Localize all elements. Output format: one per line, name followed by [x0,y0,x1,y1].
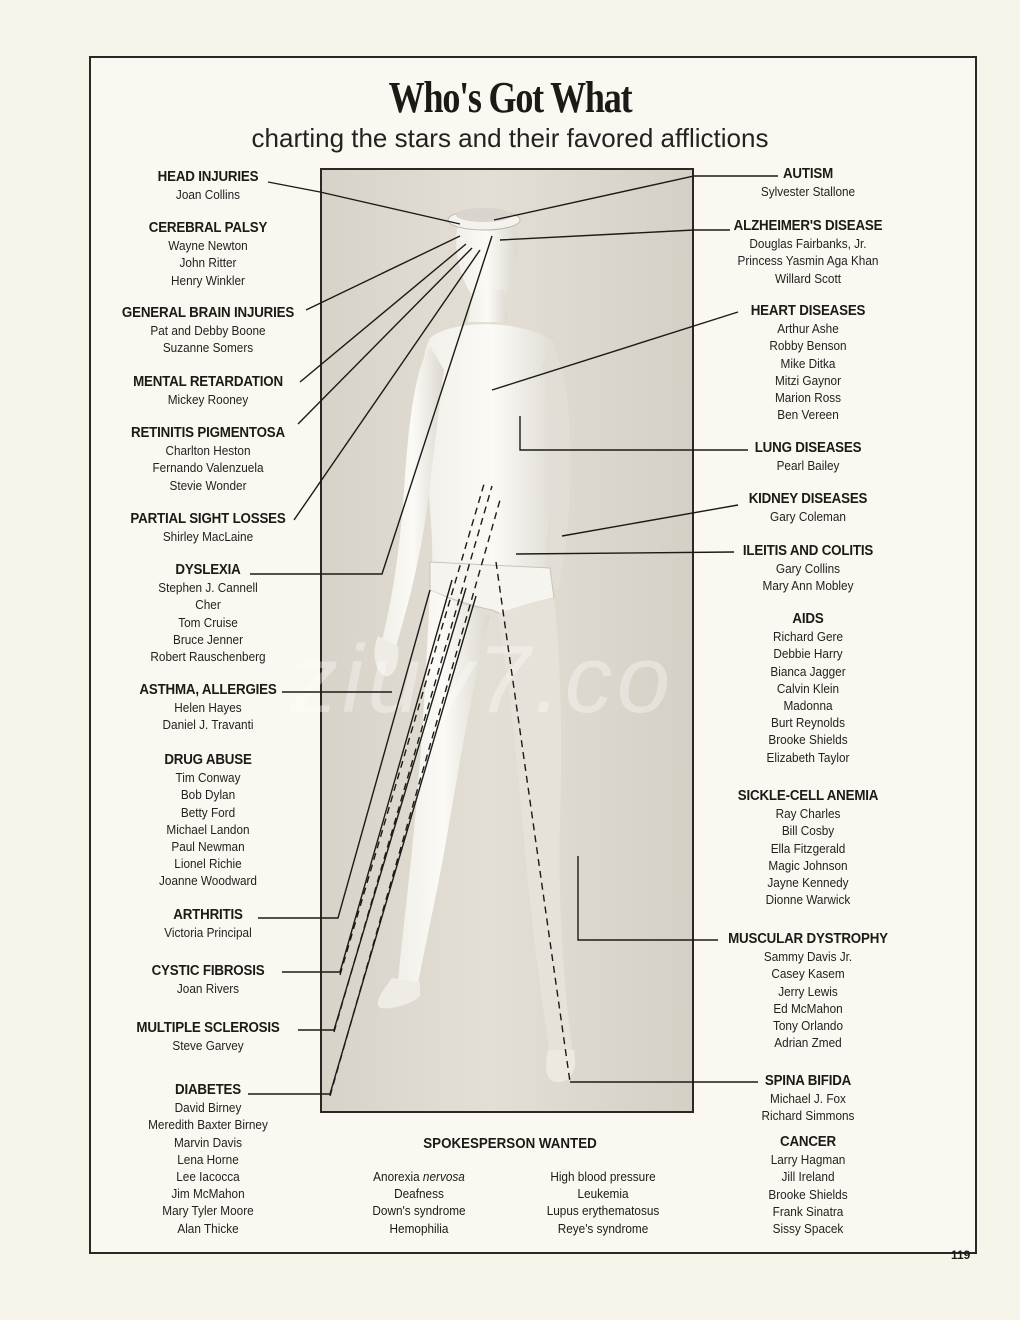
celebrity-name: Elizabeth Taylor [766,749,850,765]
right-affliction-group [688,1134,928,1237]
celebrity-name: Helen Hayes [174,700,242,716]
right-affliction-group [688,218,928,287]
celebrity-name: Suzanne Somers [162,340,254,356]
celebrity-name: Ben Vereen [777,407,839,423]
condition-label: ASTHMA, ALLERGIES [139,682,277,698]
celebrity-name: Brooke Shields [768,1186,848,1202]
celebrity-name: Joan Rivers [176,981,240,997]
celebrity-name: Stevie Wonder [169,477,247,493]
celebrity-name: Gary Coleman [770,509,846,525]
celebrity-name: Charlton Heston [165,443,251,459]
condition-label: RETINITIS PIGMENTOSA [131,425,285,441]
celebrity-name: Robby Benson [769,338,847,354]
condition-label: GENERAL BRAIN INJURIES [121,305,295,321]
condition-label: LUNG DISEASES [754,440,862,456]
celebrity-name: Mickey Rooney [167,392,249,408]
celebrity-name: Lena Horne [177,1151,239,1167]
celebrity-name: Princess Yasmin Aga Khan [737,253,879,269]
right-affliction-group [688,303,928,423]
left-affliction-group [88,682,328,734]
celebrity-name: Meredith Baxter Birney [148,1117,268,1133]
condition-label: ARTHRITIS [173,907,243,923]
condition-label: HEART DISEASES [750,303,866,319]
condition-label: SICKLE-CELL ANEMIA [737,788,879,804]
wanted-item: Anorexia nervosa [373,1169,465,1184]
condition-label: HEAD INJURIES [157,169,259,185]
celebrity-name: Mary Tyler Moore [162,1203,254,1219]
right-affliction-group [688,166,928,200]
celebrity-name: Tony Orlando [772,1018,844,1034]
condition-label: DIABETES [175,1082,241,1098]
celebrity-name: Ed McMahon [773,1000,843,1016]
wanted-item: Hemophilia [389,1220,449,1236]
celebrity-name: Michael Landon [166,821,250,837]
wanted-item: Reye's syndrome [557,1220,649,1236]
celebrity-name: Victoria Principal [164,925,252,941]
left-affliction-group [88,169,328,203]
celebrity-name: Sylvester Stallone [760,184,856,200]
celebrity-name: Dionne Warwick [765,892,851,908]
wanted-item: High blood pressure [550,1169,656,1184]
celebrity-name: Jill Ireland [781,1169,835,1185]
celebrity-name: Debbie Harry [773,646,843,662]
celebrity-name: Lee Iacocca [176,1169,240,1185]
celebrity-name: Bianca Jagger [770,663,846,679]
wanted-item: Lupus erythematosus [546,1203,660,1219]
spokesperson-right-column [518,1168,688,1237]
celebrity-name: Magic Johnson [768,857,848,873]
left-affliction-group [88,963,328,997]
right-affliction-group [688,1073,928,1125]
celebrity-name: Jim McMahon [171,1186,245,1202]
celebrity-name: Sissy Spacek [772,1221,844,1237]
celebrity-name: Michael J. Fox [770,1091,846,1107]
condition-label: ALZHEIMER'S DISEASE [733,218,883,234]
celebrity-name: Arthur Ashe [777,321,839,337]
watermark-text: ziuy7.co [290,626,675,733]
celebrity-name: Betty Ford [180,804,236,820]
celebrity-name: Casey Kasem [771,966,845,982]
celebrity-name: Jerry Lewis [778,983,838,999]
celebrity-name: Lionel Richie [174,856,242,872]
celebrity-name: Robert Rauschenberg [150,649,266,665]
wanted-item: Deafness [394,1186,444,1202]
celebrity-name: Ray Charles [775,806,841,822]
right-affliction-group [688,611,928,766]
celebrity-name: Steve Garvey [172,1038,244,1054]
wanted-item: Leukemia [577,1186,629,1202]
condition-label: KIDNEY DISEASES [748,491,868,507]
celebrity-name: Gary Collins [775,561,841,577]
celebrity-name: Fernando Valenzuela [152,460,264,476]
celebrity-name: Joan Collins [175,187,241,203]
page-subtitle: charting the stars and their favored afflictions [251,123,769,153]
right-affliction-group [688,788,928,908]
celebrity-name: Adrian Zmed [774,1035,842,1051]
celebrity-name: Joanne Woodward [159,873,257,889]
celebrity-name: Jayne Kennedy [767,875,849,891]
wanted-item: Down's syndrome [372,1203,466,1219]
celebrity-name: Burt Reynolds [771,715,845,731]
celebrity-name: Pat and Debby Boone [150,323,266,339]
celebrity-name: John Ritter [179,255,237,271]
celebrity-name: Bill Cosby [781,823,835,839]
celebrity-name: Madonna [783,698,833,714]
condition-label: DYSLEXIA [175,562,241,578]
condition-label: SPINA BIFIDA [764,1073,852,1089]
right-affliction-group [688,440,928,474]
spokesperson-left-column [334,1168,504,1237]
celebrity-name: Shirley MacLaine [162,529,254,545]
celebrity-name: Daniel J. Travanti [162,717,254,733]
celebrity-name: Bob Dylan [180,787,236,803]
page-title: Who's Got What [388,73,632,122]
celebrity-name: Cher [195,597,221,613]
left-affliction-group [88,305,328,357]
condition-label: MUSCULAR DYSTROPHY [728,931,888,947]
left-affliction-group [88,907,328,941]
celebrity-name: Douglas Fairbanks, Jr. [749,236,867,252]
celebrity-name: Mitzi Gaynor [774,372,842,388]
left-affliction-group [88,511,328,545]
celebrity-name: Paul Newman [171,839,245,855]
condition-label: DRUG ABUSE [164,752,252,768]
condition-label: AUTISM [782,166,834,182]
left-affliction-group [88,220,328,289]
celebrity-name: Mary Ann Mobley [762,578,854,594]
page-number: 119 [951,1248,971,1262]
celebrity-name: Calvin Klein [776,680,840,696]
condition-label: CYSTIC FIBROSIS [151,963,265,979]
left-affliction-group [88,425,328,494]
celebrity-name: Bruce Jenner [172,631,244,647]
condition-label: ILEITIS AND COLITIS [742,543,874,559]
condition-label: CEREBRAL PALSY [148,220,268,236]
celebrity-name: Wayne Newton [168,238,248,254]
celebrity-name: Richard Simmons [761,1108,855,1124]
celebrity-name: Mike Ditka [780,355,836,371]
right-affliction-group [688,491,928,525]
celebrity-name: Pearl Bailey [776,458,840,474]
celebrity-name: Brooke Shields [768,732,848,748]
celebrity-name: Marion Ross [774,390,842,406]
condition-label: AIDS [792,611,824,627]
celebrity-name: Frank Sinatra [772,1203,844,1219]
celebrity-name: Willard Scott [774,270,842,286]
celebrity-name: David Birney [174,1100,242,1116]
right-affliction-group [688,543,928,595]
left-affliction-group [88,1082,328,1237]
celebrity-name: Tim Conway [175,770,241,786]
celebrity-name: Larry Hagman [770,1152,846,1168]
celebrity-name: Marvin Davis [173,1134,243,1150]
right-affliction-group [688,931,928,1051]
celebrity-name: Ella Fitzgerald [770,840,846,856]
left-affliction-group [88,1020,328,1054]
left-affliction-group [88,562,328,665]
celebrity-name: Richard Gere [772,629,844,645]
celebrity-name: Sammy Davis Jr. [763,949,853,965]
celebrity-name: Alan Thicke [177,1220,239,1236]
celebrity-name: Tom Cruise [178,614,238,630]
condition-label: CANCER [780,1134,836,1150]
celebrity-name: Henry Winkler [171,272,245,288]
celebrity-name: Stephen J. Cannell [158,580,258,596]
condition-label: MULTIPLE SCLEROSIS [136,1020,280,1036]
spokesperson-wanted-title: SPOKESPERSON WANTED [423,1136,597,1152]
condition-label: PARTIAL SIGHT LOSSES [130,511,286,527]
condition-label: MENTAL RETARDATION [133,374,283,390]
left-affliction-group [88,374,328,408]
left-affliction-group [88,752,328,890]
